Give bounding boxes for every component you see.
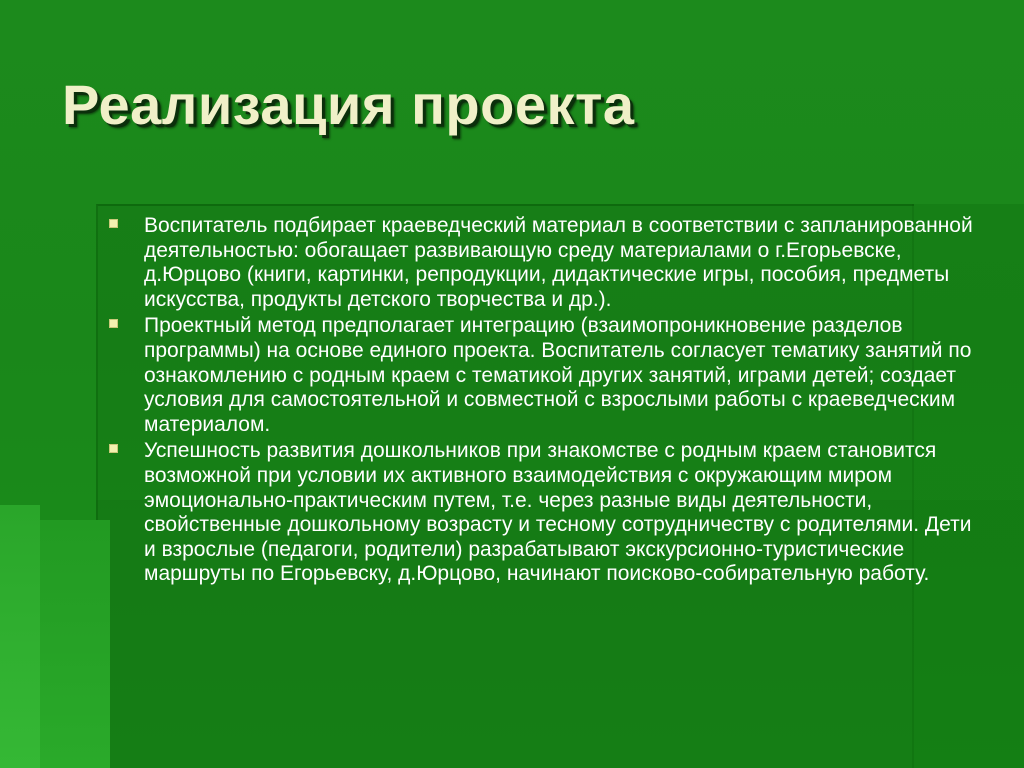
bullet-item — [104, 439, 984, 587]
square-bullet-icon — [109, 319, 118, 328]
bullet-list — [104, 214, 984, 589]
bullet-text: Проектный метод предполагает интеграцию (взаимопроникновение разделов программы) на основе единого проекта. Воспитатель согласует тематику занятий по ознакомлению с родным краем с тематикой других занятий, играми детей; создает условия для самостоятельной и совместной с взрослыми работы с краеведческим материалом. — [144, 314, 972, 436]
bullet-text: Успешность развития дошкольников при знакомстве с родным краем становится возможной при условии их активного взаимодействия с окружающим миром эмоционально-практическим путем, т.е. через разные виды деятельности, свойственные дошкольному возрасту и тесному сотрудничеству с родителями. Дети и взрослые (педагоги, родители) разрабатывают экскурсионно-туристические маршруты по Егорьевску, д.Юрцово, начинают поисково-собирательную работу. — [144, 439, 972, 586]
slide-title: Реализация проекта — [62, 73, 635, 136]
bullet-item — [104, 314, 984, 437]
square-bullet-icon — [109, 219, 118, 228]
bullet-text: Воспитатель подбирает краеведческий материал в соответствии с запланированной деятельностью: обогащает развивающую среду материалами о г.Егорьевске, д.Юрцово (книги, картинки, репродукции, дидактические игры, пособия, предметы искусства, продукты детского творчества и др.). — [144, 214, 973, 311]
bullet-item — [104, 214, 984, 312]
background-shape — [40, 520, 110, 768]
background-shape — [0, 505, 40, 768]
square-bullet-icon — [109, 444, 118, 453]
